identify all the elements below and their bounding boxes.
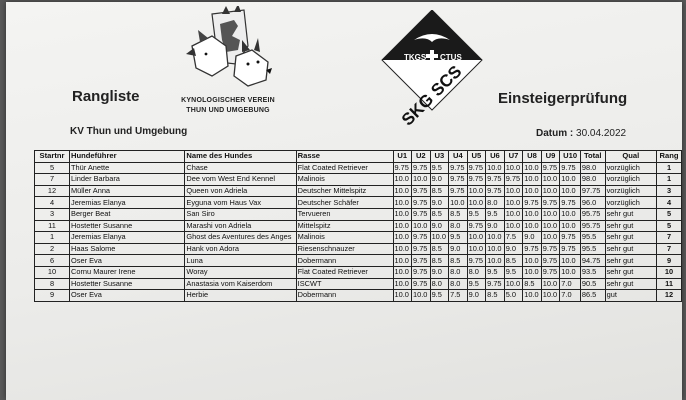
dog-heads-emblem-icon <box>182 6 274 90</box>
column-header: Name des Hundes <box>185 151 296 163</box>
column-header: U9 <box>541 151 560 163</box>
table-cell: 10.0 <box>486 243 505 255</box>
column-header: Qual <box>605 151 657 163</box>
table-cell: Mittelspitz <box>296 220 393 232</box>
table-cell: Hostetter Susanne <box>70 278 185 290</box>
table-cell: 5 <box>657 208 682 220</box>
column-header: U7 <box>504 151 523 163</box>
table-cell: 7 <box>657 232 682 244</box>
table-cell: 7 <box>657 243 682 255</box>
table-cell: 9.75 <box>504 174 523 186</box>
table-cell: sehr gut <box>605 255 657 267</box>
date-value: 30.04.2022 <box>576 128 627 139</box>
table-cell: 10.0 <box>523 220 542 232</box>
table-cell: 95.5 <box>580 243 605 255</box>
table-cell: Eyguna vom Haus Vax <box>185 197 296 209</box>
table-cell: 1 <box>35 232 70 244</box>
table-cell: vorzüglich <box>605 162 657 174</box>
table-cell: 10.0 <box>560 220 581 232</box>
table-cell: Flat Coated Retriever <box>296 162 393 174</box>
table-cell: 93.5 <box>580 266 605 278</box>
table-cell: 9.75 <box>412 197 431 209</box>
table-cell: 10.0 <box>504 162 523 174</box>
table-cell: 10.0 <box>560 255 581 267</box>
table-cell: Hostetter Susanne <box>70 220 185 232</box>
table-cell: 9.5 <box>449 232 468 244</box>
table-cell: Haas Salome <box>70 243 185 255</box>
table-cell: 8.5 <box>486 290 505 302</box>
table-cell: Deutscher Mittelspitz <box>296 185 393 197</box>
table-cell: 4 <box>35 197 70 209</box>
table-cell: 9.5 <box>486 208 505 220</box>
table-cell: 95.75 <box>580 220 605 232</box>
table-cell: 10.0 <box>412 290 431 302</box>
column-header: U1 <box>393 151 412 163</box>
table-cell: 11 <box>657 278 682 290</box>
table-cell: sehr gut <box>605 278 657 290</box>
table-cell: Luna <box>185 255 296 267</box>
table-cell: vorzüglich <box>605 185 657 197</box>
table-cell: 9.75 <box>541 255 560 267</box>
table-cell: Riesenschnauzer <box>296 243 393 255</box>
table-cell: 10.0 <box>393 290 412 302</box>
column-header: U2 <box>412 151 431 163</box>
table-cell: 10.0 <box>393 266 412 278</box>
table-cell: 10 <box>657 266 682 278</box>
table-cell: 98.0 <box>580 162 605 174</box>
table-cell: gut <box>605 290 657 302</box>
table-cell: 9.75 <box>560 232 581 244</box>
table-cell: Hank von Adora <box>185 243 296 255</box>
table-cell: 10.0 <box>560 174 581 186</box>
table-cell: 9.75 <box>412 208 431 220</box>
table-cell: Deutscher Schäfer <box>296 197 393 209</box>
column-header: U10 <box>560 151 581 163</box>
table-cell: 9.0 <box>430 197 449 209</box>
table-cell: 10.0 <box>541 290 560 302</box>
table-cell: 94.75 <box>580 255 605 267</box>
table-cell: vorzüglich <box>605 197 657 209</box>
table-cell: 11 <box>35 220 70 232</box>
table-cell: 8 <box>35 278 70 290</box>
table-cell: 10.0 <box>541 278 560 290</box>
table-cell: 9.75 <box>541 243 560 255</box>
table-cell: 9.0 <box>504 243 523 255</box>
table-cell: ISCWT <box>296 278 393 290</box>
table-cell: Malinois <box>296 174 393 186</box>
table-cell: 8.5 <box>449 208 468 220</box>
table-cell: 8.5 <box>430 185 449 197</box>
ranking-table-wrapper <box>34 150 682 302</box>
table-cell: Oser Eva <box>70 255 185 267</box>
table-cell: 10.0 <box>504 278 523 290</box>
table-cell: 9.75 <box>541 197 560 209</box>
table-cell: Anastasia vom Kaiserdom <box>185 278 296 290</box>
table-cell: Tervueren <box>296 208 393 220</box>
table-cell: 9.0 <box>430 266 449 278</box>
table-cell: 5 <box>35 162 70 174</box>
table-row <box>35 162 682 174</box>
table-cell: 9.75 <box>393 162 412 174</box>
table-cell: 10.0 <box>523 162 542 174</box>
column-header: U5 <box>467 151 486 163</box>
club-name: KV Thun und Umgebung <box>70 126 188 137</box>
table-cell: 10.0 <box>523 255 542 267</box>
table-cell: 10.0 <box>393 220 412 232</box>
table-cell: Dee vom West End Kennel <box>185 174 296 186</box>
table-cell: Dobermann <box>296 290 393 302</box>
column-header: Hundeführer <box>70 151 185 163</box>
table-cell: Flat Coated Retriever <box>296 266 393 278</box>
column-header: U6 <box>486 151 505 163</box>
table-cell: 10.0 <box>430 232 449 244</box>
table-cell: 9.5 <box>504 266 523 278</box>
column-header: U3 <box>430 151 449 163</box>
table-cell: 86.5 <box>580 290 605 302</box>
table-cell: 9.75 <box>412 232 431 244</box>
table-cell: 9.75 <box>412 162 431 174</box>
table-cell: 9.0 <box>430 220 449 232</box>
table-cell: 10.0 <box>393 174 412 186</box>
table-cell: sehr gut <box>605 232 657 244</box>
table-cell: 10.0 <box>467 243 486 255</box>
document-page <box>6 2 682 400</box>
table-cell: 95.5 <box>580 232 605 244</box>
table-cell: 7 <box>35 174 70 186</box>
table-cell: 9.0 <box>449 243 468 255</box>
table-cell: 9.5 <box>467 208 486 220</box>
table-cell: 9.0 <box>486 220 505 232</box>
table-cell: 10.0 <box>560 185 581 197</box>
table-cell: sehr gut <box>605 208 657 220</box>
table-cell: 10.0 <box>523 174 542 186</box>
table-cell: 8.5 <box>430 243 449 255</box>
table-cell: sehr gut <box>605 243 657 255</box>
table-cell: 8.0 <box>486 197 505 209</box>
table-cell: 10.0 <box>393 208 412 220</box>
table-cell: 10.0 <box>486 162 505 174</box>
table-cell: 12 <box>35 185 70 197</box>
table-cell: 5.0 <box>504 290 523 302</box>
skg-scs-logo <box>374 10 490 130</box>
table-cell: Jeremias Elanya <box>70 232 185 244</box>
table-cell: 9.5 <box>486 266 505 278</box>
table-row <box>35 255 682 267</box>
table-cell: 97.75 <box>580 185 605 197</box>
table-cell: 10.0 <box>523 208 542 220</box>
table-cell: 7.5 <box>449 290 468 302</box>
table-cell: 9.0 <box>467 290 486 302</box>
table-cell: 9.75 <box>467 174 486 186</box>
column-header: Rang <box>657 151 682 163</box>
table-cell: 10.0 <box>523 266 542 278</box>
table-cell: 4 <box>657 197 682 209</box>
table-cell: 9.75 <box>541 162 560 174</box>
table-cell: 9.75 <box>467 255 486 267</box>
table-cell: 96.0 <box>580 197 605 209</box>
table-cell: 9.75 <box>523 243 542 255</box>
table-cell: 8.5 <box>523 278 542 290</box>
table-cell: 9.75 <box>486 174 505 186</box>
table-cell: 8.0 <box>430 278 449 290</box>
page-title-rangliste: Rangliste <box>72 88 140 105</box>
table-cell: Dobermann <box>296 255 393 267</box>
table-cell: vorzüglich <box>605 174 657 186</box>
table-cell: 9.75 <box>449 162 468 174</box>
table-cell: 3 <box>657 185 682 197</box>
table-cell: 10.0 <box>467 185 486 197</box>
table-cell: 10.0 <box>504 208 523 220</box>
table-cell: Berger Beat <box>70 208 185 220</box>
table-cell: 9.75 <box>541 266 560 278</box>
table-cell: Jeremias Elanya <box>70 197 185 209</box>
table-cell: 90.5 <box>580 278 605 290</box>
table-row <box>35 243 682 255</box>
table-cell: 10.0 <box>541 185 560 197</box>
table-cell: 9.75 <box>523 197 542 209</box>
column-header: U8 <box>523 151 542 163</box>
table-cell: Queen von Adriela <box>185 185 296 197</box>
skg-banner-left: TKGS <box>404 53 427 62</box>
table-cell: 7.0 <box>560 290 581 302</box>
table-cell: 8.5 <box>430 255 449 267</box>
table-cell: 10.0 <box>504 197 523 209</box>
table-cell: 2 <box>35 243 70 255</box>
table-cell: 10.0 <box>523 290 542 302</box>
table-cell: San Siro <box>185 208 296 220</box>
table-cell: 10.0 <box>541 220 560 232</box>
table-cell: 7.5 <box>504 232 523 244</box>
page-title-exam: Einsteigerprüfung <box>498 90 628 107</box>
table-cell: 9.75 <box>412 185 431 197</box>
table-cell: 10.0 <box>393 232 412 244</box>
table-cell: 8.5 <box>430 208 449 220</box>
table-cell: 8.5 <box>449 255 468 267</box>
table-cell: 10.0 <box>486 232 505 244</box>
table-row <box>35 197 682 209</box>
table-cell: 10.0 <box>412 174 431 186</box>
table-cell: 9.75 <box>449 174 468 186</box>
table-cell: 5 <box>657 220 682 232</box>
table-cell: 8.0 <box>449 278 468 290</box>
table-cell: 9.75 <box>412 278 431 290</box>
table-cell: 9.75 <box>560 243 581 255</box>
table-cell: 10.0 <box>393 197 412 209</box>
table-cell: 1 <box>657 174 682 186</box>
table-cell: Herbie <box>185 290 296 302</box>
table-cell: 9.75 <box>560 197 581 209</box>
table-row <box>35 278 682 290</box>
table-cell: 10.0 <box>541 208 560 220</box>
ranking-table <box>34 150 682 302</box>
table-cell: 10.0 <box>541 232 560 244</box>
table-cell: 9.75 <box>486 185 505 197</box>
table-cell: Linder Barbara <box>70 174 185 186</box>
skg-banner-right: CTUS <box>440 53 462 62</box>
table-cell: 10.0 <box>393 185 412 197</box>
table-cell: Malinois <box>296 232 393 244</box>
table-cell: 8.0 <box>467 266 486 278</box>
table-cell: 10.0 <box>541 174 560 186</box>
table-cell: 10.0 <box>467 197 486 209</box>
table-cell: 10.0 <box>523 185 542 197</box>
table-cell: 12 <box>657 290 682 302</box>
table-cell: Cornu Maurer Irene <box>70 266 185 278</box>
table-cell: sehr gut <box>605 220 657 232</box>
table-cell: 10.0 <box>560 208 581 220</box>
table-cell: Müller Anna <box>70 185 185 197</box>
column-header: U4 <box>449 151 468 163</box>
table-cell: 9 <box>657 255 682 267</box>
table-header <box>35 151 682 163</box>
table-cell: 9.5 <box>430 162 449 174</box>
table-cell: Chase <box>185 162 296 174</box>
table-row <box>35 266 682 278</box>
table-cell: sehr gut <box>605 266 657 278</box>
table-cell: 9.75 <box>467 162 486 174</box>
skg-scs-text: SKG SCS <box>397 61 466 130</box>
table-cell: 9.75 <box>467 220 486 232</box>
table-cell: 1 <box>657 162 682 174</box>
table-cell: 10.0 <box>467 232 486 244</box>
table-cell: Oser Eva <box>70 290 185 302</box>
table-cell: Thür Anette <box>70 162 185 174</box>
table-cell: 9.5 <box>467 278 486 290</box>
table-cell: 6 <box>35 255 70 267</box>
table-row <box>35 174 682 186</box>
kv-thun-logo <box>172 6 284 118</box>
table-cell: 9.0 <box>523 232 542 244</box>
date-label: Datum : <box>536 128 574 139</box>
date-line <box>536 128 626 139</box>
table-cell: 10.0 <box>504 185 523 197</box>
table-cell: 9.75 <box>412 255 431 267</box>
table-row <box>35 220 682 232</box>
table-cell: 10.0 <box>412 220 431 232</box>
table-cell: 10.0 <box>560 266 581 278</box>
table-cell: 3 <box>35 208 70 220</box>
table-cell: 10 <box>35 266 70 278</box>
table-cell: 8.0 <box>449 220 468 232</box>
table-cell: Ghost des Aventures des Anges <box>185 232 296 244</box>
table-row <box>35 290 682 302</box>
table-cell: 9 <box>35 290 70 302</box>
table-cell: 10.0 <box>449 197 468 209</box>
table-cell: Woray <box>185 266 296 278</box>
table-cell: 10.0 <box>393 278 412 290</box>
table-cell: 10.0 <box>486 255 505 267</box>
table-cell: 9.5 <box>430 290 449 302</box>
table-row <box>35 208 682 220</box>
column-header: Total <box>580 151 605 163</box>
table-body <box>35 162 682 301</box>
table-cell: 10.0 <box>504 220 523 232</box>
table-cell: 8.5 <box>504 255 523 267</box>
kv-logo-line1: KYNOLOGISCHER VEREIN <box>181 97 275 104</box>
table-cell: 10.0 <box>393 243 412 255</box>
table-cell: 9.75 <box>412 243 431 255</box>
column-header: Startnr <box>35 151 70 163</box>
table-cell: Marashi von Adriela <box>185 220 296 232</box>
kv-logo-line2: THUN UND UMGEBUNG <box>186 107 270 114</box>
table-row <box>35 232 682 244</box>
table-row <box>35 185 682 197</box>
table-cell: 9.75 <box>449 185 468 197</box>
table-cell: 9.75 <box>560 162 581 174</box>
table-cell: 9.0 <box>430 174 449 186</box>
table-cell: 7.0 <box>560 278 581 290</box>
table-cell: 9.75 <box>412 266 431 278</box>
table-cell: 95.75 <box>580 208 605 220</box>
column-header: Rasse <box>296 151 393 163</box>
table-cell: 98.0 <box>580 174 605 186</box>
table-cell: 10.0 <box>393 255 412 267</box>
table-cell: 8.0 <box>449 266 468 278</box>
table-cell: 9.75 <box>486 278 505 290</box>
